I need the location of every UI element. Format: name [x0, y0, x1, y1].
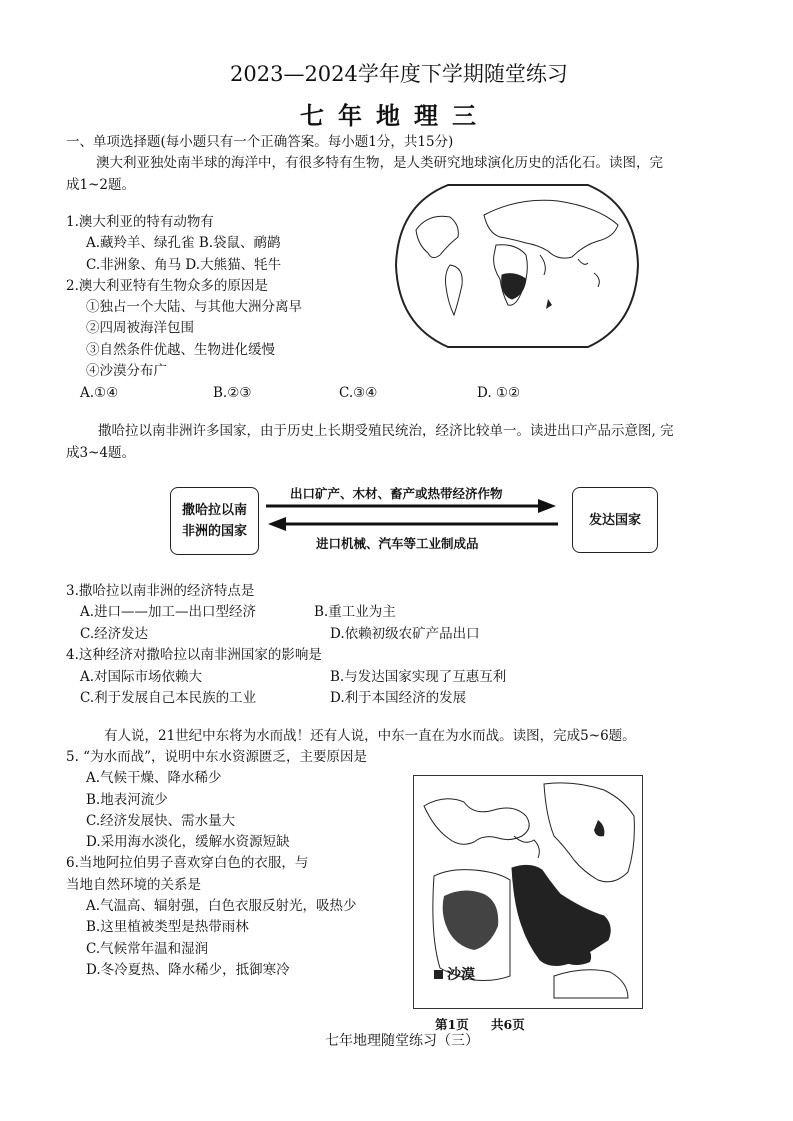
q2-item-3: ③自然条件优越、生物进化缓慢: [86, 342, 275, 358]
section-heading: 一、单项选择题(每小题只有一个正确答案。每小题1分，共15分): [66, 134, 454, 150]
q2-item-2: ②四周被海洋包围: [86, 320, 194, 336]
q4-option-d: D.利于本国经济的发展: [330, 690, 467, 706]
q3-stem: 3.撒哈拉以南非洲的经济特点是: [66, 583, 255, 599]
q3-option-c: C.经济发达: [80, 626, 149, 642]
footer-title: 七年地理随堂练习（三）: [325, 1033, 479, 1049]
q2-option-d: D. ①②: [477, 385, 521, 401]
passage2-line1: 撒哈拉以南非洲许多国家，由于历史上长期受殖民统治，经济比较单一。读进出口产品示意图, 完: [98, 423, 674, 439]
q4-option-b: B.与发达国家实现了互惠互利: [330, 669, 507, 685]
passage2-line2: 成3~4题。: [66, 445, 135, 461]
q6-option-c: C.气候常年温和湿润: [86, 941, 209, 957]
q6-option-d: D.冬冷夏热、降水稀少，抵御寒冷: [86, 962, 290, 978]
world-map-figure: [388, 175, 646, 355]
document-subtitle: 七年地理三: [300, 101, 490, 130]
q6-stem-line1: 6.当地阿拉伯男子喜欢穿白色的衣服，与: [66, 855, 309, 871]
q6-option-b: B.这里植被类型是热带雨林: [86, 919, 249, 935]
q4-option-c: C.利于发展自己本民族的工业: [80, 690, 257, 706]
flow-left-line2: 非洲的国家: [181, 524, 247, 539]
q2-option-a: A.①④: [80, 385, 119, 401]
q2-option-b: B.②③: [213, 385, 252, 401]
q2-stem: 2.澳大利亚特有生物众多的原因是: [66, 278, 268, 294]
flow-bottom-label: 进口机械、汽车等工业制成品: [316, 536, 479, 551]
document-title: 2023—2024学年度下学期随堂练习: [230, 62, 568, 86]
passage1-line1: 澳大利亚独处南半球的海洋中，有很多特有生物，是人类研究地球演化历史的活化石。读图，完: [96, 155, 663, 171]
map-legend-label: 沙漠: [447, 967, 475, 983]
q4-option-a: A.对国际市场依赖大: [80, 669, 203, 685]
q5-option-c: C.经济发展快、需水量大: [86, 813, 236, 829]
page-total: 共6页: [491, 1017, 525, 1032]
passage3-line1: 有人说，21世纪中东将为水而战！还有人说，中东一直在为水而战。读图，完成5~6题。: [104, 728, 636, 744]
q1-stem: 1.澳大利亚的特有动物有: [66, 214, 214, 230]
q3-option-d: D.依赖初级农矿产品出口: [330, 626, 480, 642]
arabian-desert-shape: [512, 865, 610, 965]
q5-option-b: B.地表河流少: [86, 792, 168, 808]
q2-option-c: C.③④: [339, 385, 378, 401]
q5-stem: 5. “为水而战”，说明中东水资源匮乏，主要原因是: [66, 749, 367, 765]
passage1-line2: 成1~2题。: [66, 177, 135, 193]
q1-options-line2: C.非洲象、角马 D.大熊猫、牦牛: [86, 257, 282, 273]
q6-option-a: A.气温高、辐射强，白色衣服反射光，吸热少: [86, 898, 357, 914]
q3-option-b: B.重工业为主: [314, 604, 396, 620]
flow-right-box: [572, 487, 658, 553]
q3-option-a: A.进口——加工—出口型经济: [80, 604, 257, 620]
q5-option-d: D.采用海水淡化，缓解水资源短缺: [86, 834, 290, 850]
q4-stem: 4.这种经济对撒哈拉以南非洲国家的影响是: [66, 647, 322, 663]
q5-option-a: A.气候干燥、降水稀少: [86, 770, 222, 786]
q2-item-4: ④沙漠分布广: [86, 363, 167, 379]
page-number: 第1页: [435, 1017, 469, 1032]
flow-arrows: [262, 496, 562, 532]
flow-top-label: 出口矿产、木材、畜产或热带经济作物: [290, 486, 503, 501]
flow-left-box: [170, 487, 259, 555]
q1-options-line1: A.藏羚羊、绿孔雀 B.袋鼠、鸸鹋: [86, 235, 281, 251]
import-arrowhead: [268, 517, 286, 531]
legend-swatch: [434, 970, 443, 979]
flow-right-label: 发达国家: [588, 512, 641, 528]
export-arrowhead: [538, 499, 556, 513]
flow-left-line1: 撒哈拉以南: [181, 503, 247, 518]
q6-stem-line2: 当地自然环境的关系是: [66, 877, 201, 893]
q2-item-1: ①独占一个大陆、与其他大洲分离早: [86, 299, 302, 315]
